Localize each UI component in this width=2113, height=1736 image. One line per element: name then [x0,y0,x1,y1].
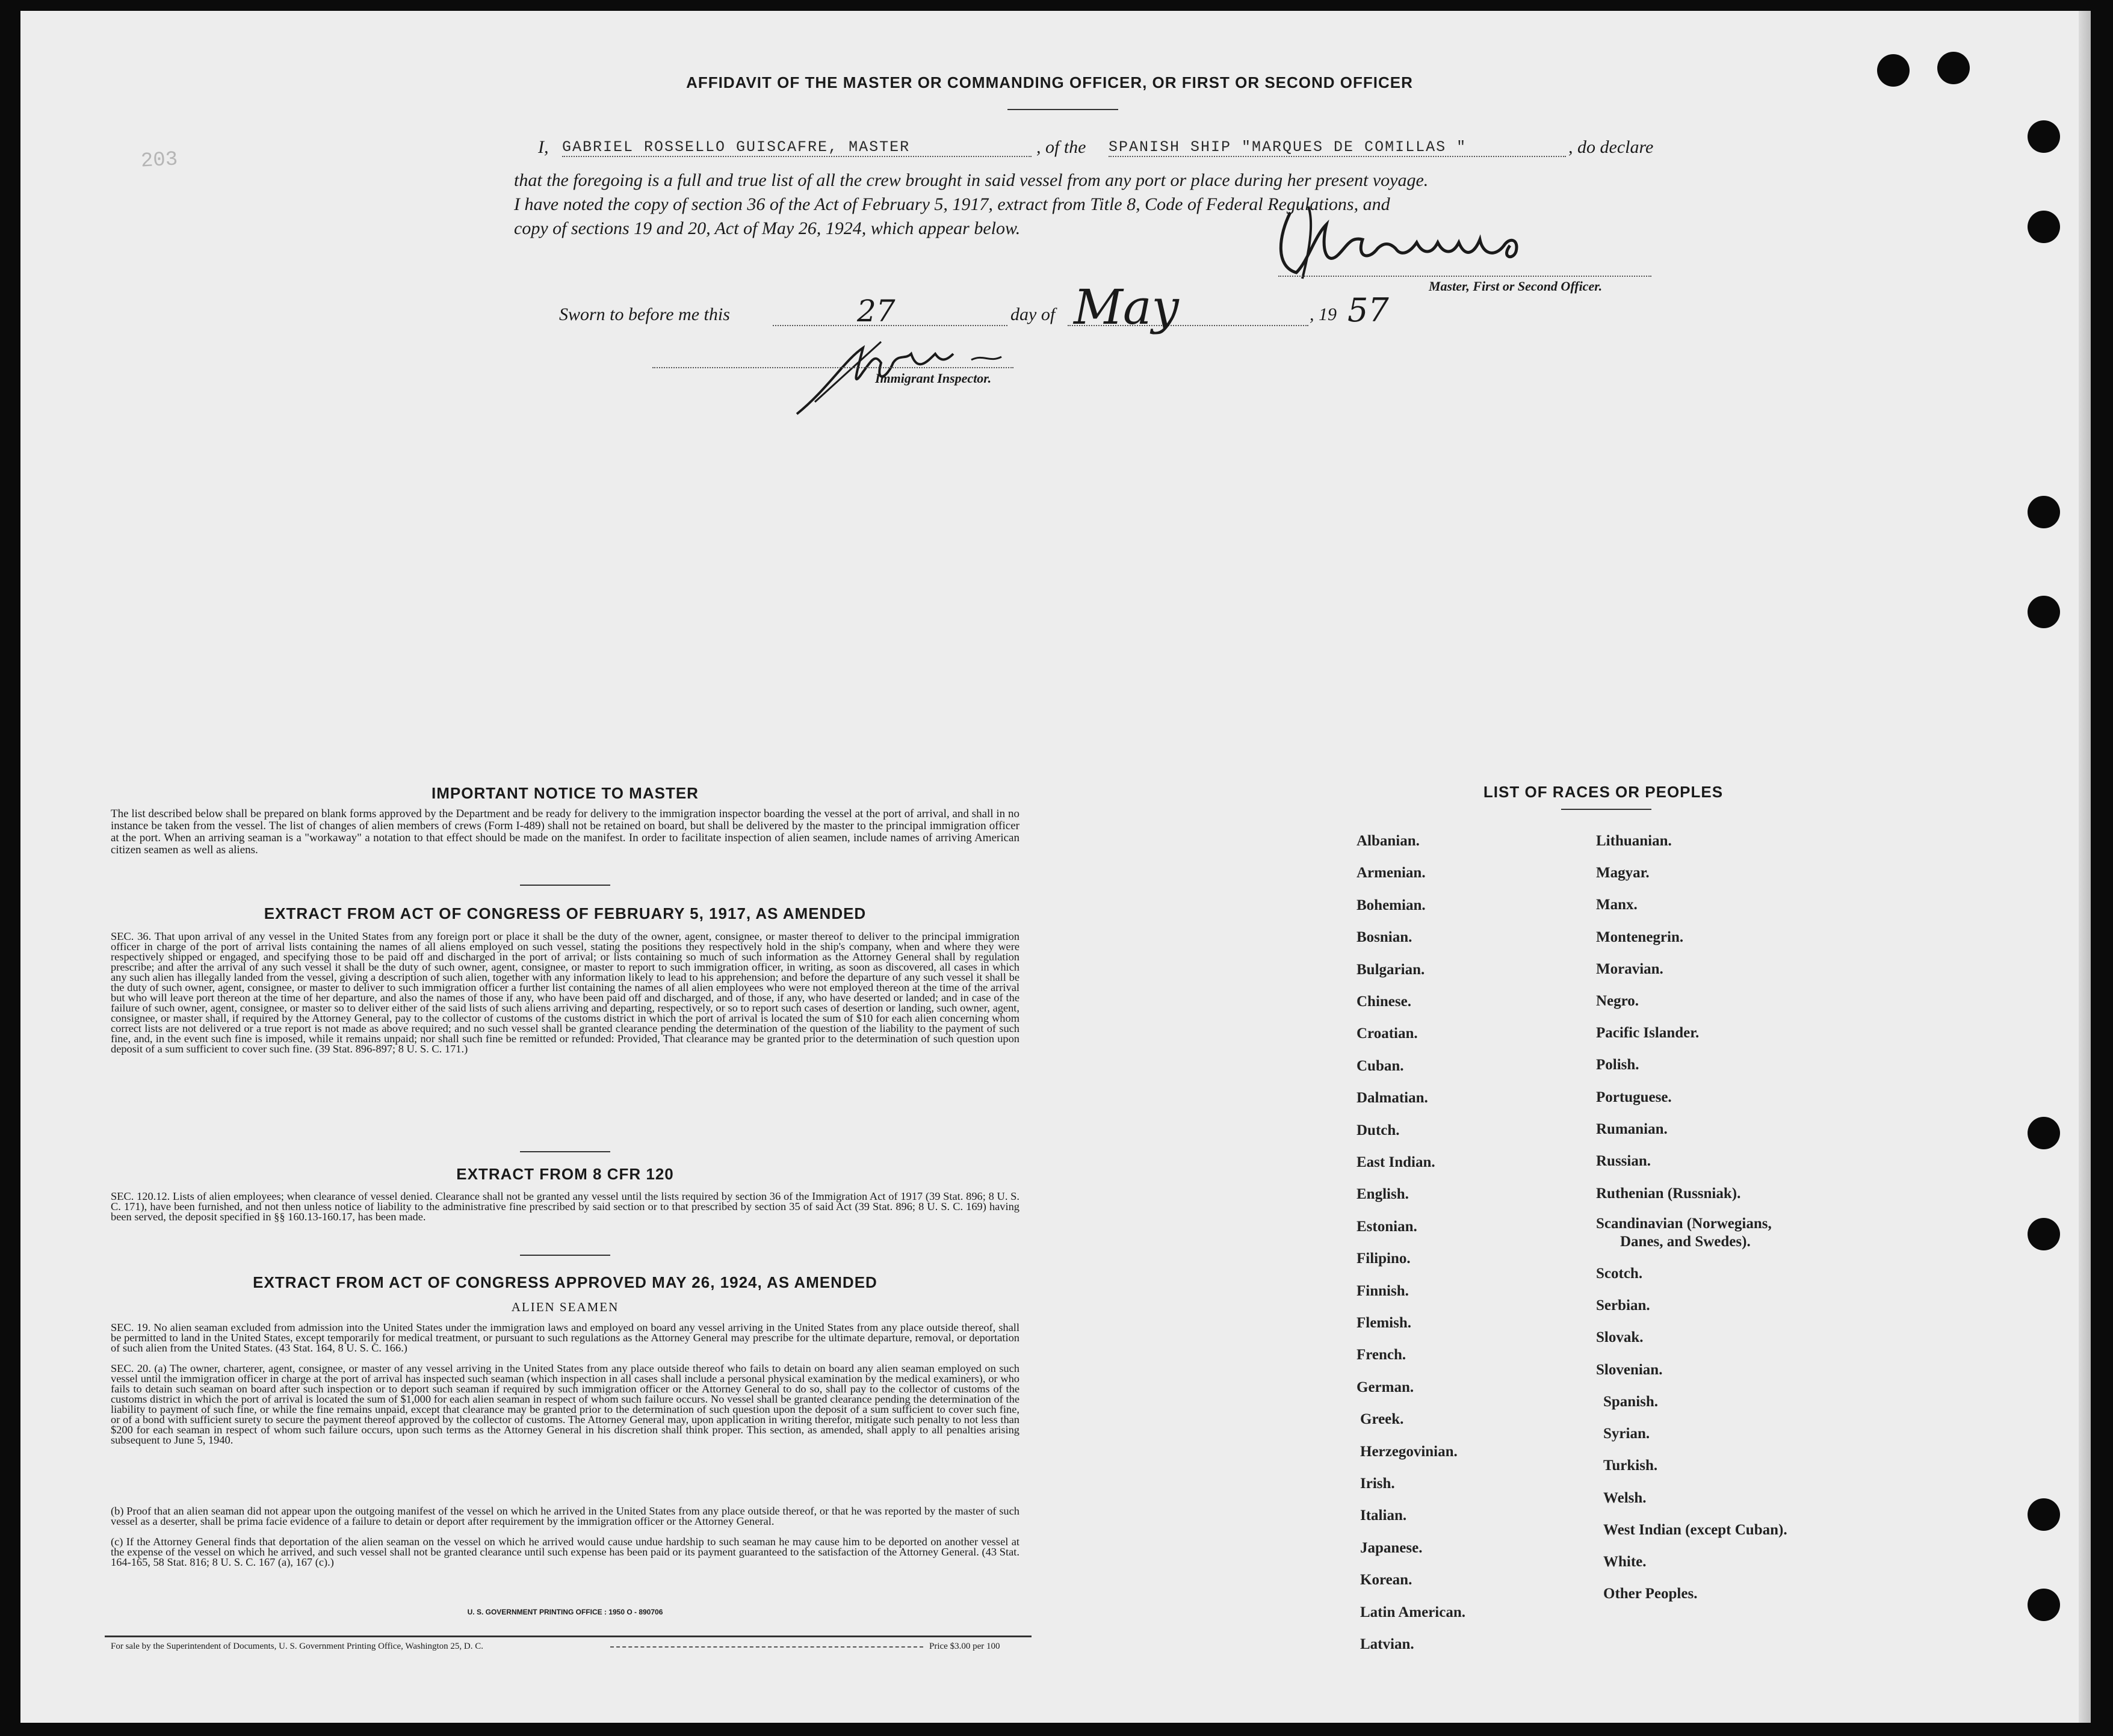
footer-rule [105,1636,1032,1637]
race-item: Bulgarian. [1357,961,1425,978]
race-item: Turkish. [1603,1457,1658,1474]
race-item: Estonian. [1357,1218,1417,1235]
race-item: Other Peoples. [1603,1586,1698,1602]
footer-dots [610,1646,923,1648]
race-item: Irish. [1360,1475,1395,1492]
affidavit-title: AFFIDAVIT OF THE MASTER OR COMMANDING OFFICER, OR FIRST OR SECOND OFFICER [686,73,1413,91]
punch-hole [2028,211,2060,243]
race-item: Italian. [1360,1507,1407,1524]
notice-text: The list described below shall be prepared on blank forms approved by the Department and be ready for delivery to the immigration inspector boarding the vessel at the port of arrival, and shall in no instance be taken from the vessel. The list of changes of alien members of crews (Form I-489) shall not be retained on board, but shall be delivered by the master to the principal immigration officer at the port. When an arriving seaman is a "workaway" a notation to that effect should be made on the manifest. In order to facilitate inspection of alien seamen, include names of arriving American citizen seamen as well as aliens. [111,808,1019,856]
race-item: Scotch. [1596,1265,1643,1282]
race-item: Herzegovinian. [1360,1443,1458,1460]
race-item: Latin American. [1360,1604,1465,1620]
divider [520,885,610,886]
affidavit-line2: that the foregoing is a full and true list of all the crew brought in said vessel from any port or place during her present voyage. [514,170,1429,190]
races-rule [1561,809,1651,810]
race-item: Albanian. [1357,833,1420,849]
race-item: Dutch. [1357,1122,1400,1138]
race-item: Ruthenian (Russniak). [1596,1185,1741,1202]
declare-label: , do declare [1568,137,1654,157]
race-item: Filipino. [1357,1250,1411,1267]
footer-right: Price $3.00 per 100 [929,1642,1000,1651]
race-item: White. [1603,1554,1647,1570]
race-item: Cuban. [1357,1057,1404,1074]
footer-left: For sale by the Superintendent of Documents, U. S. Government Printing Office, Washington 25, D. C. [111,1642,483,1651]
affidavit-line4: copy of sections 19 and 20, Act of May 26, 1924, which appear below. [514,218,1021,238]
extract-1917-title: EXTRACT FROM ACT OF CONGRESS OF FEBRUARY 5, 1917, AS AMENDED [264,904,867,922]
notice-title: IMPORTANT NOTICE TO MASTER [432,784,699,802]
race-item: Greek. [1360,1411,1404,1428]
year-prefix: , 19 [1310,304,1337,324]
race-item: Latvian. [1360,1636,1414,1652]
punch-hole [2028,496,2060,528]
inspector-caption: Immigrant Inspector. [875,371,992,386]
race-item: Scandinavian (Norwegians, [1596,1216,1772,1232]
race-item: Spanish. [1603,1394,1659,1410]
sec20c-text: (c) If the Attorney General finds that deportation of the alien seaman on the vessel on which he arrived would cause undue hardship to such seaman he may cause him to be deported on another vessel at the expense of the vessel on which he arrived, and such vessel shall not be granted clearance until such expense has been paid or its payment guaranteed to the satisfaction of the Attorney General. (43 Stat. 164-165, 58 Stat. 816; 8 U. S. C. 167 (a), 167 (c).) [111,1536,1019,1568]
extract-1924-title: EXTRACT FROM ACT OF CONGRESS APPROVED MAY 26, 1924, AS AMENDED [253,1273,877,1291]
master-signature [1272,200,1609,291]
race-item: Japanese. [1360,1539,1423,1556]
punch-hole [1877,54,1910,87]
race-item: French. [1357,1347,1406,1364]
faint-stamp: 203 [140,148,179,173]
race-item: Chinese. [1357,993,1411,1010]
of-the-label: , of the [1036,137,1086,157]
extract-cfr-title: EXTRACT FROM 8 CFR 120 [456,1165,674,1183]
race-item: Armenian. [1357,865,1426,882]
year-suffix: 57 [1347,291,1389,329]
divider [520,1255,610,1256]
race-item: Slovenian. [1596,1362,1663,1378]
race-item: Montenegrin. [1596,929,1684,945]
race-item: Serbian. [1596,1297,1650,1314]
race-item: Slovak. [1596,1329,1644,1345]
race-item: Portuguese. [1596,1089,1672,1105]
race-item: English. [1357,1186,1409,1203]
i-label: I, [538,137,549,157]
gpo-line: U. S. GOVERNMENT PRINTING OFFICE : 1950 O - 890706 [467,1608,663,1616]
race-item: Bohemian. [1357,897,1426,913]
race-item: German. [1357,1379,1414,1395]
race-item: Bosnian. [1357,929,1412,946]
race-item: Pacific Islander. [1596,1025,1700,1041]
sec20a-text: SEC. 20. (a) The owner, charterer, agent, consignee, or master of any vessel arriving in the United States from any place outside thereof who fails to detain on board any alien seaman employed on such vessel until the immigration officer in charge at the port of arrival has inspected such seaman (which inspection in all cases shall include a personal physical examination by the medical examiners), or who fails to detain such seaman on board after such inspection or to deport such seaman if required by such immigration officer or the Attorney General to do so, shall pay to the collector of customs of the customs district in which the port of arrival is located the sum of $1,000 for each alien seaman in respect of whom such failure occurs. No vessel shall be granted clearance pending the determination of the liability to payment of such fine, or while the fine remains unpaid, except that clearance may be granted prior to the determination of such question upon the deposit of a sum sufficient to cover such fine, or of a bond with sufficient surety to secure the payment thereof approved by the collector of customs. The Attorney General may, upon application in writing therefor, mitigate such penalty to not less than $200 for each seaman in respect of whom such failure occurs, upon such terms as the Attorney General in his discretion shall think proper. This section, as amended, shall apply to all penalties arising subsequent to June 5, 1940. [111,1362,1019,1446]
sworn-line [538,279,1441,341]
punch-hole [2028,1218,2060,1250]
race-item: Magyar. [1596,865,1650,881]
race-item: East Indian. [1357,1154,1435,1170]
master-name-field: GABRIEL ROSSELLO GUISCAFRE, MASTER [562,138,1032,157]
inspector-signature-line [652,367,1013,368]
divider [520,1151,610,1152]
day-of-label: day of [1010,304,1056,324]
sworn-month: May [1074,279,1179,335]
sworn-day: 27 [857,294,896,329]
document-page [20,11,2091,1723]
affidavit-line3: I have noted the copy of section 36 of the Act of February 5, 1917, extract from Title 8, Code of Federal Regulations, and [514,194,1390,214]
affidavit-line1 [538,137,1657,161]
vessel-field: SPANISH SHIP "MARQUES DE COMILLAS " [1109,138,1566,157]
title-rule [1007,109,1118,110]
race-item: Finnish. [1357,1282,1409,1299]
master-signature-line [1278,276,1651,277]
race-item: Dalmatian. [1357,1090,1428,1107]
punch-hole [2028,120,2060,153]
race-item: Syrian. [1603,1426,1650,1442]
race-item: Manx. [1596,897,1638,913]
sec20b-text: (b) Proof that an alien seaman did not appear upon the outgoing manifest of the vessel on which he arrived in the United States from any place outside thereof, or that he was reported by the master of such vessel as a deserter, shall be prima facie evidence of a failure to detain or deport after requirement by the immigration officer or the Attorney General. [111,1505,1019,1527]
extract-cfr-text: SEC. 120.12. Lists of alien employees; when clearance of vessel denied. Clearance shall not be granted any vessel until the lists required by section 36 of the Immigration Act of 1917 (39 Stat. 896; 8 U. S. C. 171), have been furnished, and not then unless notice of liability to the administrative fine prescribed by said section or to that prescribed by section 35 of said Act (39 Stat. 896; 8 U. S. C. 169) having been served, the deposit specified in §§ 160.13-160.17, has been made. [111,1190,1019,1223]
race-item: Danes, and Swedes). [1620,1234,1751,1250]
races-title: LIST OF RACES OR PEOPLES [1483,783,1724,801]
sworn-label: Sworn to before me this [559,304,730,324]
race-item: Welsh. [1603,1490,1647,1506]
extract-1917-text: SEC. 36. That upon arrival of any vessel in the United States from any foreign port or place it shall be the duty of the owner, agent, consignee, or master thereof to deliver to the principal immigration officer in charge of the port of arrival lists containing the names of all aliens employed on such vessel, stating the positions they respectively hold in the ship's company, when and where they were respectively shipped or engaged, and specifying those to be paid off and discharged in the port of arrival; or lists containing so much of such information as the Attorney General shall by regulation prescribe; and after the arrival of any such vessel it shall be the duty of such owner, agent, consignee, or master to report to such immigration officer, in writing, as soon as discovered, all cases in which any such alien has illegally landed from the vessel, giving a description of such alien, together with any information likely to lead to his apprehension; and before the departure of any such vessel it shall be the duty of such owner, agent, consignee, or master to deliver to such immigration officer a further list containing the names of all alien employees who were not employed thereon at the time of the arrival but who will leave port thereon at the time of her departure, and also the names of those if any, who have been paid off and discharged, and of those, if any, who have deserted or landed; and in case of the failure of such owner, agent, consignee, or master so to deliver either of the said lists of such aliens arriving and departing, respectively, or so to report such cases of desertion or landing, such owner, agent, consignee, or master shall, if required by the Attorney General, pay to the collector of customs of the customs district in which the port of arrival is located the sum of $10 for each alien concerning whom correct lists are not delivered or a true report is not made as above required; and no such vessel shall be granted clearance pending the determination of the question of the liability to the payment of such fine, and, in the event such fine is imposed, while it remains unpaid; nor shall such fine be remitted or refunded: Provided, That clearance may be granted prior to the determination of such question upon deposit of a sum sufficient to cover such fine. (39 Stat. 896-897; 8 U. S. C. 171.) [111,930,1019,1055]
punch-hole [1937,52,1970,84]
sec19-text: SEC. 19. No alien seaman excluded from admission into the United States under the immigration laws and employed on board any vessel arriving in the United States from any place outside thereof, shall be permitted to land in the United States, except temporarily for medical treatment, or pursuant to such regulations as the Attorney General may prescribe for the ultimate departure, removal, or deportation of such alien from the United States. (43 Stat. 164, 8 U. S. C. 166.) [111,1321,1019,1354]
race-item: Korean. [1360,1572,1412,1589]
master-caption: Master, First or Second Officer. [1429,279,1603,294]
race-item: Lithuanian. [1596,833,1672,849]
scan-edge [2079,11,2091,1723]
extract-1924-subtitle: ALIEN SEAMEN [511,1300,619,1314]
punch-hole [2028,596,2060,628]
race-item: West Indian (except Cuban). [1603,1522,1787,1538]
race-item: Croatian. [1357,1025,1418,1042]
punch-hole [2028,1498,2060,1531]
punch-hole [2028,1589,2060,1621]
punch-hole [2028,1117,2060,1149]
race-item: Flemish. [1357,1315,1411,1331]
race-item: Polish. [1596,1057,1639,1073]
race-item: Russian. [1596,1153,1651,1169]
race-item: Negro. [1596,993,1639,1009]
race-item: Moravian. [1596,961,1663,977]
race-item: Rumanian. [1596,1121,1668,1137]
